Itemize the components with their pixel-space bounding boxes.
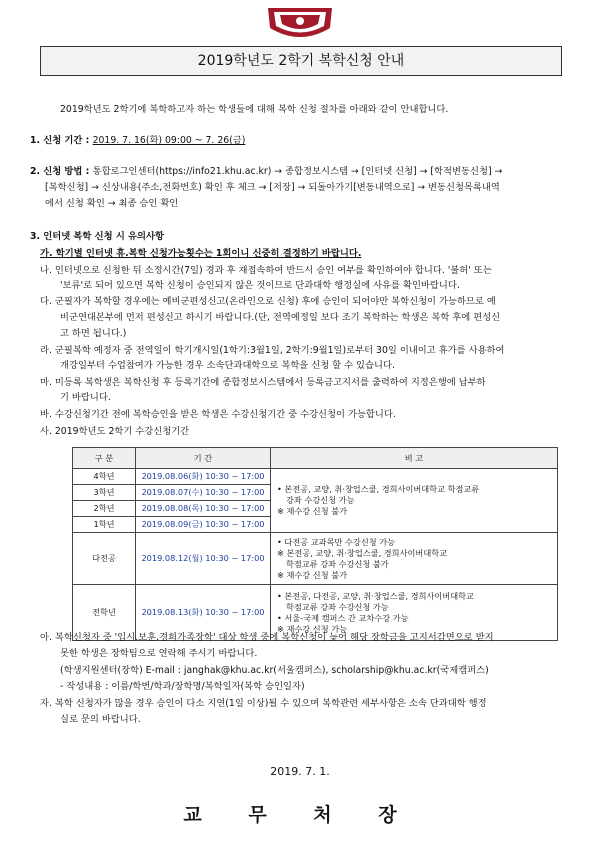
section-period-label: 1. 신청 기간 : <box>30 135 93 146</box>
note-da-line3: 고 하면 됩니다.) <box>60 328 127 339</box>
note-a-line4: - 작성내용 : 이름/학번/학과/장학명/복학일자(복학 승인일자) <box>60 681 305 692</box>
table-row <box>73 533 558 585</box>
table-header-period: 기 간 <box>136 448 271 469</box>
section-method-label: 2. 신청 방법 : <box>30 166 93 177</box>
note-group2-line2: ※ 본전공, 교양, 취·창업스쿨, 경희사이버대학교 <box>277 547 448 558</box>
section-method <box>30 165 502 178</box>
note-a-line1: 아. 복학신청자 중 '입시.보훈.경희가족장학' 대상 학생 중에 복학신청이 늦어 해당 장학금을 고지서감면으로 받지 <box>40 632 494 643</box>
note-ga: 가. 학기별 인터넷 휴.복학 신청가능횟수는 1회이니 신중히 결정하기 바랍니다. <box>40 248 362 259</box>
note-ba: 바. 수강신청기간 전에 복학승인을 받은 학생은 수강신청기간 중 수강신청이 가능합니다. <box>40 409 396 420</box>
table-cell-date: 2019.08.13(화) 10:30 ~ 17:00 <box>136 585 271 641</box>
note-group2-line4: ※ 재수강 신청 불가 <box>277 569 348 580</box>
table-cell-date: 2019.08.08(목) 10:30 ~ 17:00 <box>136 501 271 517</box>
table-cell-date: 2019.08.06(화) 10:30 ~ 17:00 <box>136 469 271 485</box>
table-cell-year: 3학년 <box>73 485 136 501</box>
university-seal-icon <box>264 6 336 42</box>
table-cell-year: 다전공 <box>73 533 136 585</box>
table-row <box>73 469 558 485</box>
note-ra-line2: 개강일부터 수업참여가 가능한 경우 소속단과대학으로 복학을 신청 할 수 있습니다. <box>60 360 395 371</box>
section-method-line3: 에서 신청 확인 → 최종 승인 확인 <box>45 198 179 209</box>
note-a-line3: (학생지원센터(장학) E-mail : janghak@khu.ac.kr(서울캠퍼스), scholarship@khu.ac.kr(국제캠퍼스) <box>60 665 489 676</box>
section-method-line2: [복학신청] → 신상내용(주소,전화번호) 확인 후 체크 → [저장] → 되돌아가기[변동내역으로] → 변동신청목록내역 <box>45 182 500 193</box>
table-cell-year: 전학년 <box>73 585 136 641</box>
note-group3-line3: • 서울-국제 캠퍼스 간 교차수강 가능 <box>277 612 409 623</box>
registration-schedule-table <box>72 447 558 641</box>
section-notes-heading: 3. 인터넷 복학 신청 시 유의사항 <box>30 231 164 242</box>
note-group3-line2: 학점교류 강좌 수강신청 가능 <box>286 601 389 612</box>
note-sa: 사. 2019학년도 2학기 수강신청기간 <box>40 426 190 437</box>
note-group1-line3: ※ 재수강 신청 불가 <box>277 506 348 516</box>
note-ja-line2: 실로 문의 바랍니다. <box>60 714 141 725</box>
issuer-signature: 교 무 처 장 <box>183 804 417 826</box>
table-cell-year: 1학년 <box>73 517 136 533</box>
table-cell-year: 2학년 <box>73 501 136 517</box>
note-da-line1: 다. 군필자가 복학할 경우에는 예비군편성신고(온라인으로 신청) 후에 승인이 되어야만 복학신청이 가능하므로 예 <box>40 296 496 307</box>
table-cell-date: 2019.08.07(수) 10:30 ~ 17:00 <box>136 485 271 501</box>
note-group3-line4: ※ 재수강 신청 가능 <box>277 623 348 634</box>
table-cell-date: 2019.08.09(금) 10:30 ~ 17:00 <box>136 517 271 533</box>
table-cell-note-group1 <box>271 469 558 533</box>
note-ra-line1: 라. 군필복학 예정자 중 전역일이 학기개시일(1학기:3월1일, 2학기:9월1일)로부터 30일 이내이고 휴가를 사용하여 <box>40 345 505 356</box>
note-na-line2: '보류'로 되어 있으면 복학 신청이 승인되지 않은 것이므로 단과대학 행정실에 사유를 확인바랍니다. <box>60 280 460 291</box>
table-header-category: 구 분 <box>73 448 136 469</box>
table-cell-date: 2019.08.12(월) 10:30 ~ 17:00 <box>136 533 271 585</box>
note-ma-line2: 기 바랍니다. <box>60 392 111 403</box>
document-date: 2019. 7. 1. <box>270 765 330 778</box>
note-group1-line1: • 본전공, 교양, 취·창업스쿨, 경희사이버대학교 학점교류 <box>277 484 480 494</box>
note-group2-line3: 학점교류 강좌 수강신청 불가 <box>286 558 389 569</box>
table-header-note: 비 고 <box>271 448 558 469</box>
note-group1-line2: 강좌 수강신청 가능 <box>286 495 355 505</box>
table-cell-year: 4학년 <box>73 469 136 485</box>
section-method-line1: 통합로그인센터(https://info21.khu.ac.kr) → 종합정보시스템 → [인터넷 신청] → [학적변동신청] → <box>92 166 503 177</box>
section-period-value: 2019. 7. 16(화) 09:00 ~ 7. 26(금) <box>92 135 246 146</box>
section-period <box>30 134 245 147</box>
intro-text: 2019학년도 2학기에 복학하고자 하는 학생들에 대해 복학 신청 절차를 아래와 같이 안내합니다. <box>60 104 449 115</box>
table-header-row <box>73 448 558 469</box>
note-group2-line1: • 다전공 교과목만 수강신청 가능 <box>277 536 396 547</box>
table-cell-note-group2 <box>271 533 558 585</box>
note-ja-line1: 자. 복학 신청자가 많을 경우 승인이 다소 지연(1일 이상)될 수 있으며 복학관련 세부사항은 소속 단과대학 행정 <box>40 698 487 709</box>
page-title: 2019학년도 2학기 복학신청 안내 <box>40 46 562 76</box>
note-group3-line1: • 본전공, 다전공, 교양, 취·창업스쿨, 경희사이버대학교 <box>277 590 474 601</box>
note-a-line2: 못한 학생은 장학팀으로 연락해 주시기 바랍니다. <box>60 648 258 659</box>
note-na-line1: 나. 인터넷으로 신청한 뒤 소정시간(7일) 경과 후 재접속하여 반드시 승인 여부를 확인하여야 합니다. '불허' 또는 <box>40 265 492 276</box>
note-ma-line1: 마. 미등록 복학생은 복학신청 후 등록기간에 종합정보시스템에서 등록금고지서를 출력하여 지정은행에 납부하 <box>40 377 486 388</box>
note-da-line2: 비군연대본부에 먼저 편성신고 하시기 바랍니다.(단, 전역예정일 보다 조기 복학하는 학생은 복학 후에 편성신 <box>60 312 501 323</box>
